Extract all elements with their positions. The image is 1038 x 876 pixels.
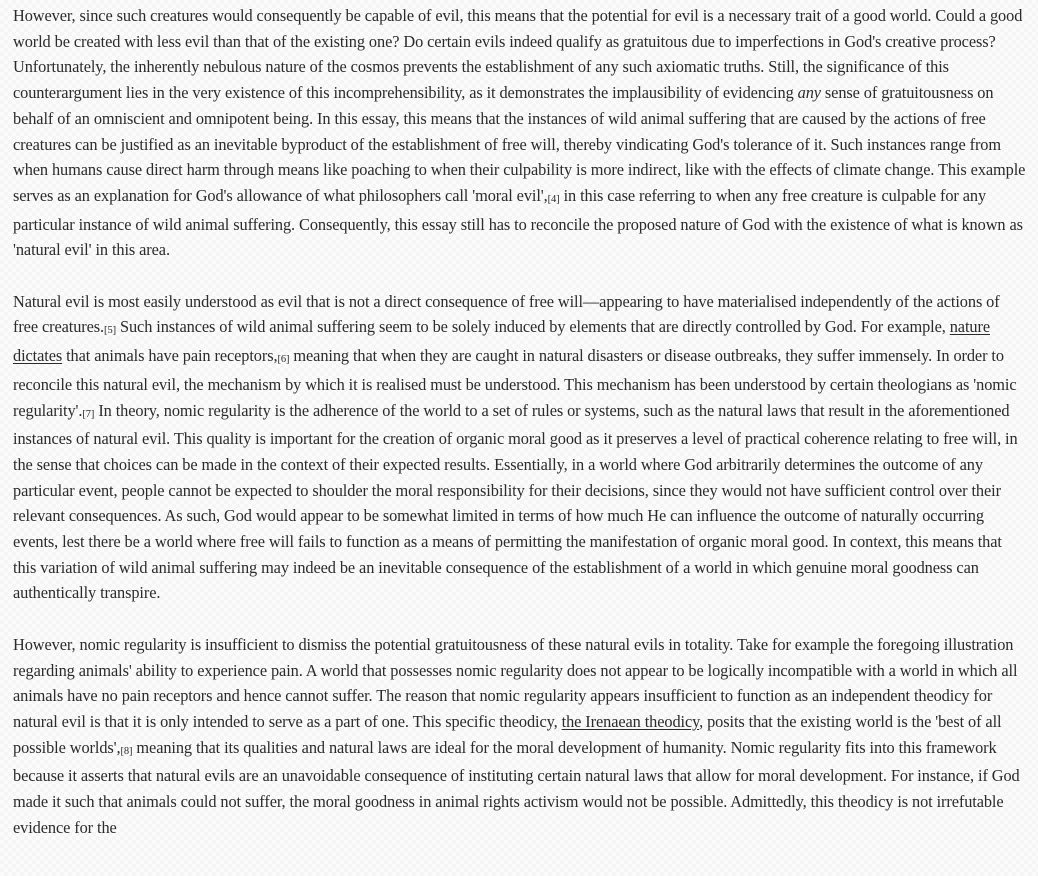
link-irenaean-theodicy[interactable]: the Irenaean theodicy bbox=[561, 711, 700, 731]
paragraph-text: in this case referring to when any free creature is culpable for any particular instance of wild animal suffering. Consequently, this essay still has to reconcile the proposed nature of God with the existence of what is known as 'natural evil' in this area. bbox=[13, 185, 1023, 260]
paragraph-text: sense of gratuitousness on behalf of an omniscient and omnipotent being. In this essay, this means that the instances of wild animal suffering that are caused by the actions of free creatures can be justified as an inevitable byproduct of the establishment of free will, thereby vindicating God's tolerance of it. Such instances range from when humans cause direct harm through means like poaching to when their culpability is more indirect, like with the effects of climate change. This example serves as an explanation for God's allowance of what philosophers call 'moral evil', bbox=[13, 83, 1026, 205]
footnote-ref-6[interactable]: [6] bbox=[277, 354, 290, 366]
paragraph-text: In theory, nomic regularity is the adherence of the world to a set of rules or systems, such as the natural laws that result in the aforementioned instances of natural evil. This quality is important for the creation of organic moral good as it preserves a level of practical coherence relating to free will, in the sense that choices can be made in the context of their expected results. Essentially, in a world where God arbitrarily determines the outcome of any particular event, people cannot be expected to shoulder the moral responsibility for their decisions, since they would not have sufficient control over their relevant consequences. As such, God would appear to be somewhat limited in terms of how much He can influence the outcome of naturally occurring events, lest there be a world where free will fails to function as a means of permitting the manifestation of organic moral good. In context, this means that this variation of wild animal suffering may indeed be an inevitable consequence of the establishment of a world in which genuine moral goodness can authentically transpire. bbox=[13, 400, 1018, 603]
emphasis-text: any bbox=[797, 83, 821, 103]
footnote-ref-5[interactable]: [5] bbox=[104, 325, 116, 337]
paragraph-text: However, nomic regularity is insufficient to dismiss the potential gratuitousness of these natural evils in totality. Take for example the foregoing illustration regarding animals' ability to experience pain. A world that possesses nomic regularity does not appear to be logically incompatible with a world in which all animals have no pain receptors and hence cannot suffer. The reason that nomic regularity appears insufficient to function as an independent theodicy for natural evil is that it is only intended to serve as a part of one. This specific theodicy, bbox=[13, 634, 1018, 731]
paragraph-text: meaning that when they are caught in natural disasters or disease outbreaks, they suffer immensely. In order to reconcile this natural evil, the mechanism by which it is realised must be understood. This mechanism has been understood by certain theologians as 'nomic regularity'. bbox=[13, 346, 1017, 420]
paragraph-text: However, since such creatures would consequently be capable of evil, this means that the potential for evil is a necessary trait of a good world. Could a good world be created with less evil than that of the existing one? Do certain evils indeed qualify as gratuitous due to imperfections in God's creative process? Unfortunately, the inherently nebulous nature of the cosmos prevents the establishment of any such axiomatic truths. Still, the significance of this counterargument lies in the very existence of this incomprehensibility, as it demonstrates the implausibility of evidencing bbox=[13, 6, 1023, 103]
footnote-ref-7[interactable]: [7] bbox=[82, 408, 95, 420]
paragraph-moral-evil bbox=[13, 3, 1026, 263]
paragraph-text: meaning that its qualities and natural laws are ideal for the moral development of humanity. Nomic regularity fits into this framework because it asserts that natural evils are an unavoidable consequence of instituting certain natural laws that allow for moral development. For instance, if God made it such that animals could not suffer, the moral goodness in animal rights activism would not be possible. Admittedly, this theodicy is not irrefutable evidence for the bbox=[13, 737, 1020, 837]
paragraph-text: that animals have pain receptors, bbox=[62, 346, 278, 366]
paragraph-text: Such instances of wild animal suffering seem to be solely induced by elements that are directly controlled by God. For example, bbox=[116, 317, 950, 337]
essay-body bbox=[13, 3, 1026, 866]
link-nature-dictates[interactable]: nature dictates bbox=[13, 317, 990, 366]
paragraph-text: Natural evil is most easily understood as evil that is not a direct consequence of free will—appearing to have materialised independently of the actions of free creatures. bbox=[13, 291, 1000, 337]
paragraph-natural-evil bbox=[13, 289, 1026, 606]
footnote-ref-4[interactable]: [4] bbox=[547, 193, 560, 205]
footnote-ref-8[interactable]: [8] bbox=[120, 745, 133, 757]
paragraph-text: , posits that the existing world is the 'best of all possible worlds', bbox=[13, 711, 1002, 757]
paragraph-nomic-regularity bbox=[13, 632, 1026, 841]
